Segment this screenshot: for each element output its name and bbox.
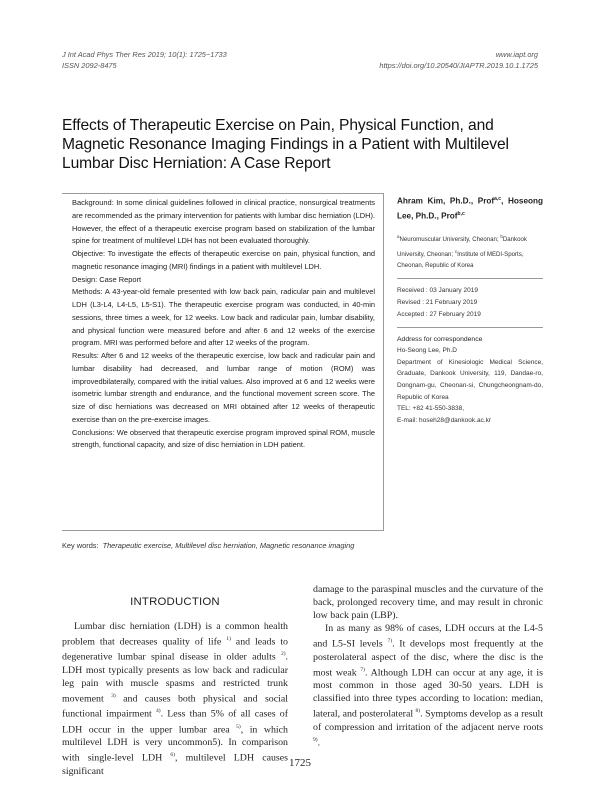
text-run: . It develops most frequently at the posterolateral aspect of the disc, where the disc is the most weak: [313, 638, 543, 679]
citation-ref[interactable]: 4): [156, 708, 161, 715]
citation-ref[interactable]: 6): [170, 752, 175, 759]
article-title: Effects of Therapeutic Exercise on Pain, Physical Function, and Magnetic Resonance Imaging Findings in a Patient with Multilevel Lumbar Disc Herniation: A Case Report: [62, 117, 509, 172]
section-heading-introduction: INTRODUCTION: [130, 596, 220, 608]
accepted-date: Accepted : 27 February 2019: [397, 310, 481, 318]
correspondence-heading: Address for correspondence: [397, 336, 483, 344]
journal-issn: ISSN 2092-8475: [62, 61, 117, 70]
citation-ref[interactable]: 3): [111, 693, 116, 700]
abstract-results: Results: After 6 and 12 weeks of the therapeutic exercise, low back and radicular pain and lumbar disability had decreased, and lumbar range of motion (ROM) was improvedbilaterally, compared with the initial values. Also improved at 6 and 12 weeks were isometric lumbar strength and endurance, and the functional movement screen score. The size of disc herniations was decreased on MRI obtained after 12 weeks of therapeutic exercise than on the pre-exercise images.: [72, 351, 375, 424]
received-date: Received : 03 January 2019: [397, 287, 478, 295]
divider: [397, 327, 543, 328]
citation-ref[interactable]: 7): [387, 638, 393, 645]
text-run: , multilevel LDH causes significant: [62, 752, 288, 777]
citation-ref[interactable]: 1): [226, 636, 231, 643]
journal-citation: J Int Acad Phys Ther Res 2019; 10(1): 1725~1733: [62, 50, 227, 59]
abstract-background: Background: In some clinical guidelines followed in clinical practice, nonsurgical treatments are recommended as the primary intervention for patients with lumbar disc herniation (LDH). However, the effect of a therapeutic exercise program based on stabilization of the lumbar spine for treatment of multilevel LDH has not been evaluated thoroughly.: [72, 198, 376, 246]
citation-ref[interactable]: 7): [360, 666, 366, 673]
keywords-label: Key words:: [62, 541, 99, 550]
text-run: . Although LDH can occur at any age, it is most common in those aged 30-50 years. LDH is classified into three types according to location: median, lateral, and posterolateral: [313, 667, 543, 720]
text-run: .: [317, 737, 321, 749]
author-list: [397, 193, 543, 222]
correspondence-name: Ho-Seong Lee, Ph.D: [397, 347, 457, 355]
correspondence-block: [397, 345, 543, 426]
journal-header-left: [62, 49, 227, 71]
doi-link[interactable]: https://doi.org/10.20540/JIAPTR.2019.10.1.1725: [379, 61, 538, 70]
text-run: . Less than 5% of all cases of LDH occur in the upper lumbar area: [62, 708, 288, 736]
correspondence-tel: TEL: +82 41-550-3838,: [397, 405, 465, 413]
abstract-design: Design: Case Report: [72, 274, 142, 284]
journal-header-right: [379, 49, 538, 71]
journal-website-link[interactable]: www.iapt.org: [495, 50, 538, 59]
citation-ref[interactable]: 2): [280, 651, 286, 658]
article-info-column: [397, 193, 543, 426]
author-kim-affil: a,c: [494, 196, 502, 202]
body-column-left: [62, 620, 288, 778]
abstract-conclusions: Conclusions: We observed that therapeutic exercise program improved spinal ROM, muscle strength, functional capacity, and size of disc herniation in LDH patient.: [72, 427, 375, 450]
text-run: , in which multilevel LDH is very uncommon5). In comparison with single-level LDH: [62, 724, 288, 764]
affil-c: Institute of MEDI-Sports, Cheonan, Republic of Korea: [397, 250, 524, 269]
affil-c-sup: c: [454, 248, 458, 254]
text-run: In as many as 98% of cases, LDH occurs at the L4-5 and L5-SI levels: [313, 623, 543, 650]
citation-ref[interactable]: 5): [236, 723, 241, 730]
divider: [397, 278, 543, 279]
text-run: . LDH most typically presents as low back and radicular leg pain with muscle spasms and restricted trunk movement: [62, 651, 288, 705]
abstract-objective: Objective: To investigate the effects of therapeutic exercise on pain, physical function, and magnetic resonance imaging (MRI) findings in a patient with multilevel LDH.: [72, 249, 375, 271]
author-lee: , Hoseong Lee, Ph.D., Prof: [397, 196, 544, 221]
intro-paragraph-2: [313, 622, 543, 749]
abstract-box: [62, 193, 384, 531]
text-run: Lumbar disc herniation (LDH) is a common health problem that decreases quality of life: [62, 621, 288, 648]
keywords: [62, 541, 354, 550]
body-column-right: [313, 583, 543, 749]
abstract-methods: Methods: A 43-year-old female presented with low back pain, radicular pain and multilevel LDH (L3-L4, L4-L5, L5-S1). The therapeutic exercise program was conducted, in 40-min sessions, three times a week, for 12 weeks. Low back and radicular pain, lumbar disability, and physical function were measured before and after 6 and 12 weeks of the exercise program. MRI was performed before and after 12 weeks of the program.: [72, 287, 375, 348]
keywords-value: Therapeutic exercise, Multilevel disc herniation, Magnetic resonance imaging: [102, 541, 355, 550]
affiliations: [397, 231, 543, 271]
citation-ref[interactable]: 8): [415, 708, 421, 715]
citation-ref[interactable]: 9): [313, 736, 318, 743]
text-run: . Symptoms develop as a result of compression and irritation of the adjacent nerve roots: [313, 708, 544, 733]
author-kim: Ahram Kim, Ph.D., Prof: [397, 196, 495, 206]
revised-date: Revised : 21 February 2019: [397, 298, 478, 306]
affil-a: Neuromuscular University, Cheonan;: [399, 236, 501, 244]
correspondence-address: Department of Kinesiologic Medical Science, Graduate, Dankook University, 119, Dandae-ro, Dongnam-gu, Cheonan-si, Chungcheongnam-do, Republic of Korea: [397, 358, 543, 401]
affil-a-sup: a: [397, 234, 400, 240]
text-run: and leads to degenerative lumbar spinal disease in older adults: [62, 636, 288, 663]
text-run: and causes both physical and social functional impairment: [62, 693, 288, 720]
page-number: 1725: [289, 757, 311, 769]
author-lee-affil: b,c: [457, 210, 465, 217]
affil-b: Dankook University, Cheonan;: [397, 236, 527, 258]
intro-paragraph-1: [62, 620, 288, 778]
article-dates: [397, 285, 543, 320]
correspondence-email[interactable]: E-mail: hoseh28@dankook.ac.kr: [397, 416, 492, 424]
intro-paragraph-1-continued: damage to the paraspinal muscles and the curvature of the back, prolonged recovery time, and may result in chronic low back pain (LBP).: [313, 584, 543, 622]
affil-b-sup: b: [500, 234, 503, 240]
